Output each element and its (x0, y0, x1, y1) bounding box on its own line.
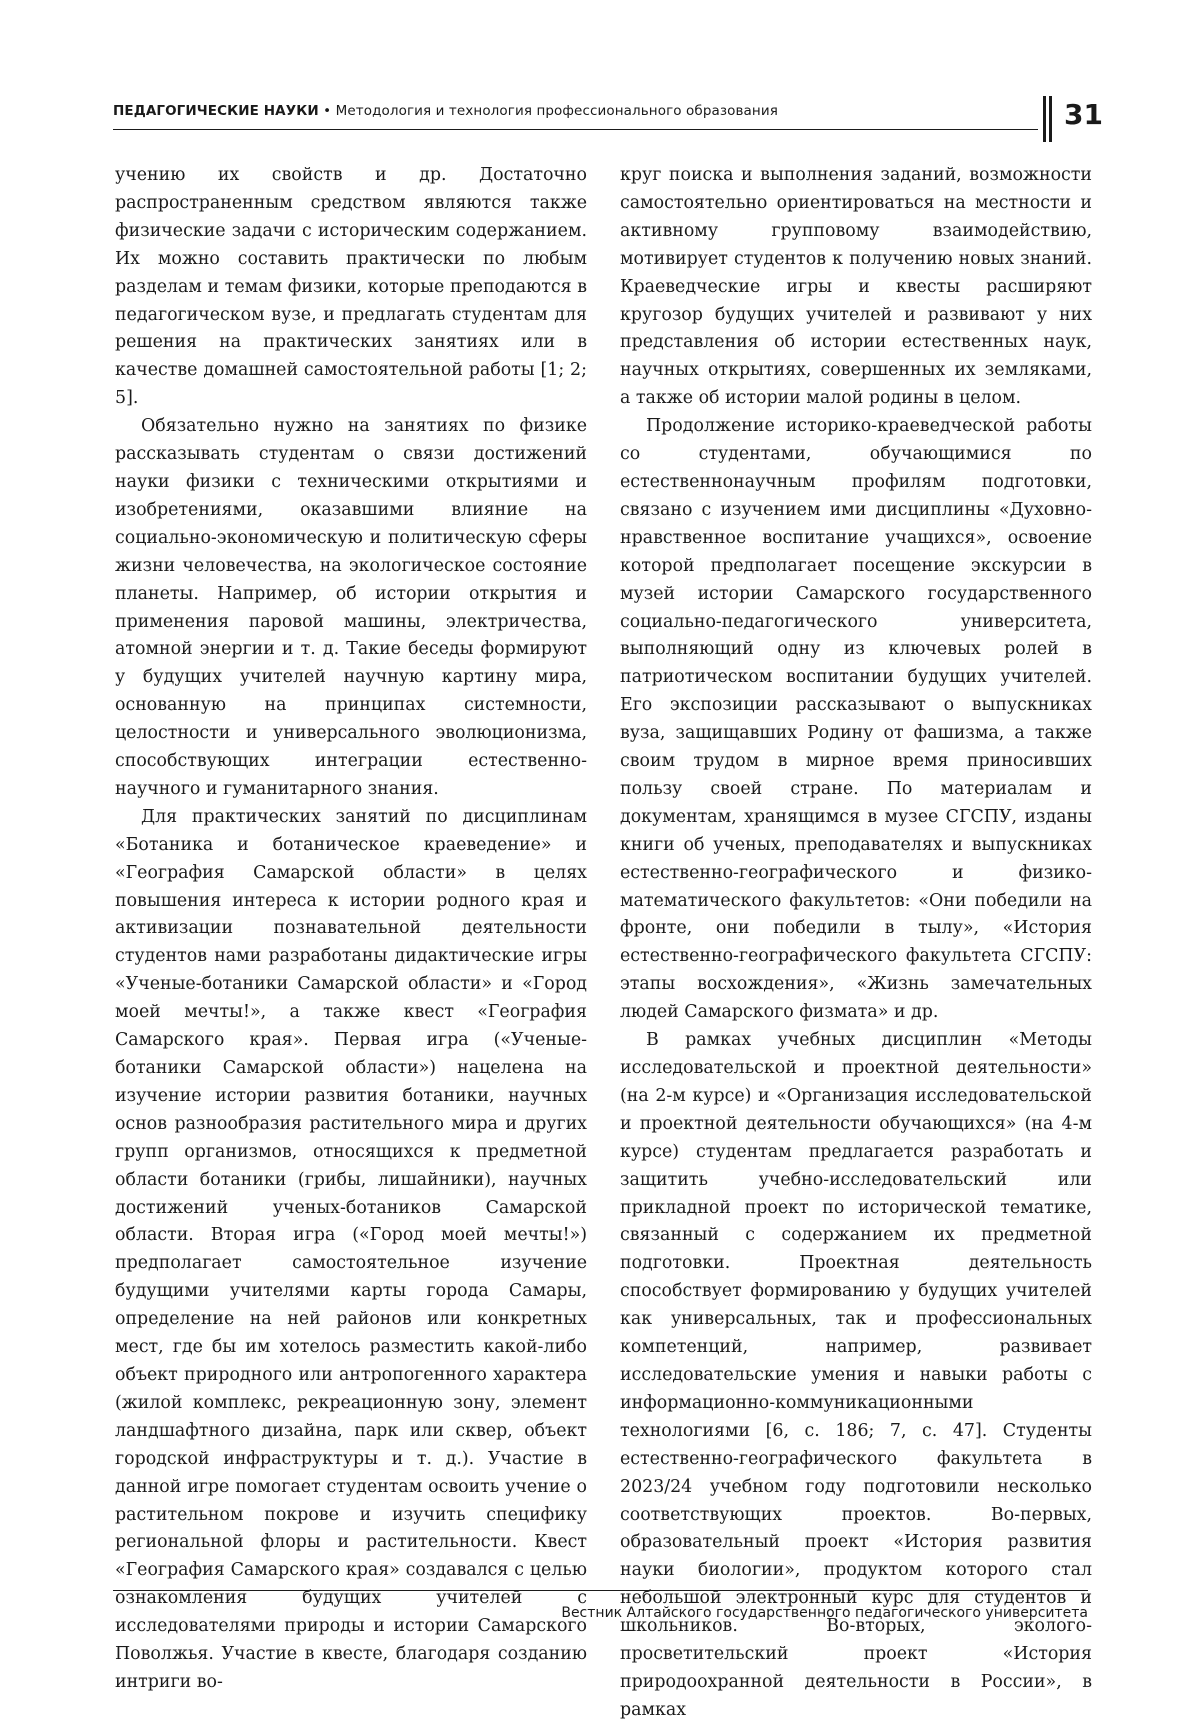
left-paragraph-3: Для практических занятий по дисциплинам «Ботаника и ботаническое краеведение» и «География Самарской области» в целях повышения интереса к истории родного края и активизации познавательной деятельности студентов нами разработаны дидактические игры «Ученые-ботаники Самарской области» и «Город моей мечты!», а также квест «География Самарского края». Первая игра («Ученые-ботаники Самарской области») нацелена на изучение истории развития ботаники, научных основ разнообразия растительного мира и других групп организмов, относящихся к предметной области ботаники (грибы, лишайники), научных достижений ученых-ботаников Самарской области. Вторая игра («Город моей мечты!») предполагает самостоятельное изучение будущими учителями карты города Самары, определение на ней районов или конкретных мест, где бы им хотелось разместить какой-либо объект природного или антропогенного характера (жилой комплекс, рекреационную зону, элемент ландшафтного дизайна, парк или сквер, объект городской инфраструктуры и т. д.). Участие в данной игре помогает студентам освоить учение о растительном покрове и изучить специфику региональной флоры и растительности. Квест «География Самарского края» создавался с целью ознакомления будущих учителей с исследователями природы и истории Самарского Поволжья. Участие в квесте, благодаря созданию интриги во- (115, 806, 587, 1692)
right-paragraph-3: В рамках учебных дисциплин «Методы исследовательской и проектной деятельности» (на 2-м курсе) и «Организация исследовательской и проектной деятельности обучающихся» (на 4-м курсе) студентам предлагается разработать и защитить учебно-исследовательский или прикладной проект по исторической тематике, связанный с содержанием их предметной подготовки. Проектная деятельность способствует формированию у будущих учителей как универсальных, так и профессиональных компетенций, например, развивает исследовательские умения и навыки работы с информационно-коммуникационными технологиями [6, с. 186; 7, с. 47]. Студенты естественно-географического факультета в 2023/24 учебном году подготовили несколько соответствующих проектов. Во-первых, образовательный проект «История развития науки биологии», продуктом которого стал небольшой электронный курс для студентов и школьников. Во-вторых, эколого-просветительский проект «История природоохранной деятельности в России», в рамках (620, 1030, 1092, 1720)
left-paragraph-2: Обязательно нужно на занятиях по физике рассказывать студентам о связи достижений науки физики с техническими открытиями и изобретениями, оказавшими влияние на социально-экономическую и политическую сферы жизни человечества, на экологическое состояние планеты. Например, об истории открытия и применения паровой машины, электричества, атомной энергии и т. д. Такие беседы формируют у будущих учителей научную картину мира, основанную на принципах системности, целостности и универсального эволюционизма, способствующих интеграции естественно-научного и гуманитарного знания. (115, 416, 587, 799)
right-paragraph-2: Продолжение историко-краеведческой работы со студентами, обучающимися по естественнонаучным профилям подготовки, связано с изучением ими дисциплины «Духовно-нравственное воспитание учащихся», освоение которой предполагает посещение экскурсии в музей истории Самарского государственного социально-педагогического университета, выполняющий одну из ключевых ролей в патриотическом воспитании будущих учителей. Его экспозиции рассказывают о выпускниках вуза, защищавших Родину от фашизма, а также своим трудом в мирное время приносивших пользу своей стране. По материалам и документам, хранящимся в музее СГСПУ, изданы книги об ученых, преподавателях и выпускниках естественно-географического и физико-математического факультетов: «Они победили на фронте, они победили в тылу», «История естественно-географического факультета СГСПУ: этапы восхождения», «Жизнь замечательных людей Самарского физмата» и др. (620, 416, 1092, 1023)
footer-journal-title: Вестник Алтайского государственного педагогического университета (561, 1605, 1088, 1621)
header-separator: • (318, 103, 336, 119)
page-number: 31 (1064, 98, 1103, 131)
header-text (113, 103, 778, 119)
running-footer (113, 1590, 1088, 1621)
running-header (113, 100, 1038, 130)
header-subtitle: Методология и технология профессионального образования (335, 103, 778, 119)
page-number-bars (1043, 96, 1053, 142)
left-column (115, 162, 587, 1692)
left-paragraph-1: учению их свойств и др. Достаточно распространенным средством являются также физические задачи с историческим содержанием. Их можно составить практически по любым разделам и темам физики, которые преподаются в педагогическом вузе, и предлагать студентам для решения на практических занятиях или в качестве домашней самостоятельной работы [1; 2; 5]. (115, 165, 587, 409)
right-paragraph-1: круг поиска и выполнения заданий, возможности самостоятельно ориентироваться на местности и активному групповому взаимодействию, мотивирует студентов к получению новых знаний. Краеведческие игры и квесты расширяют кругозор будущих учителей и развивают у них представления об истории естественных наук, научных открытиях, совершенных их земляками, а также об истории малой родины в целом. (620, 165, 1092, 409)
header-section: ПЕДАГОГИЧЕСКИЕ НАУКИ (113, 103, 319, 119)
